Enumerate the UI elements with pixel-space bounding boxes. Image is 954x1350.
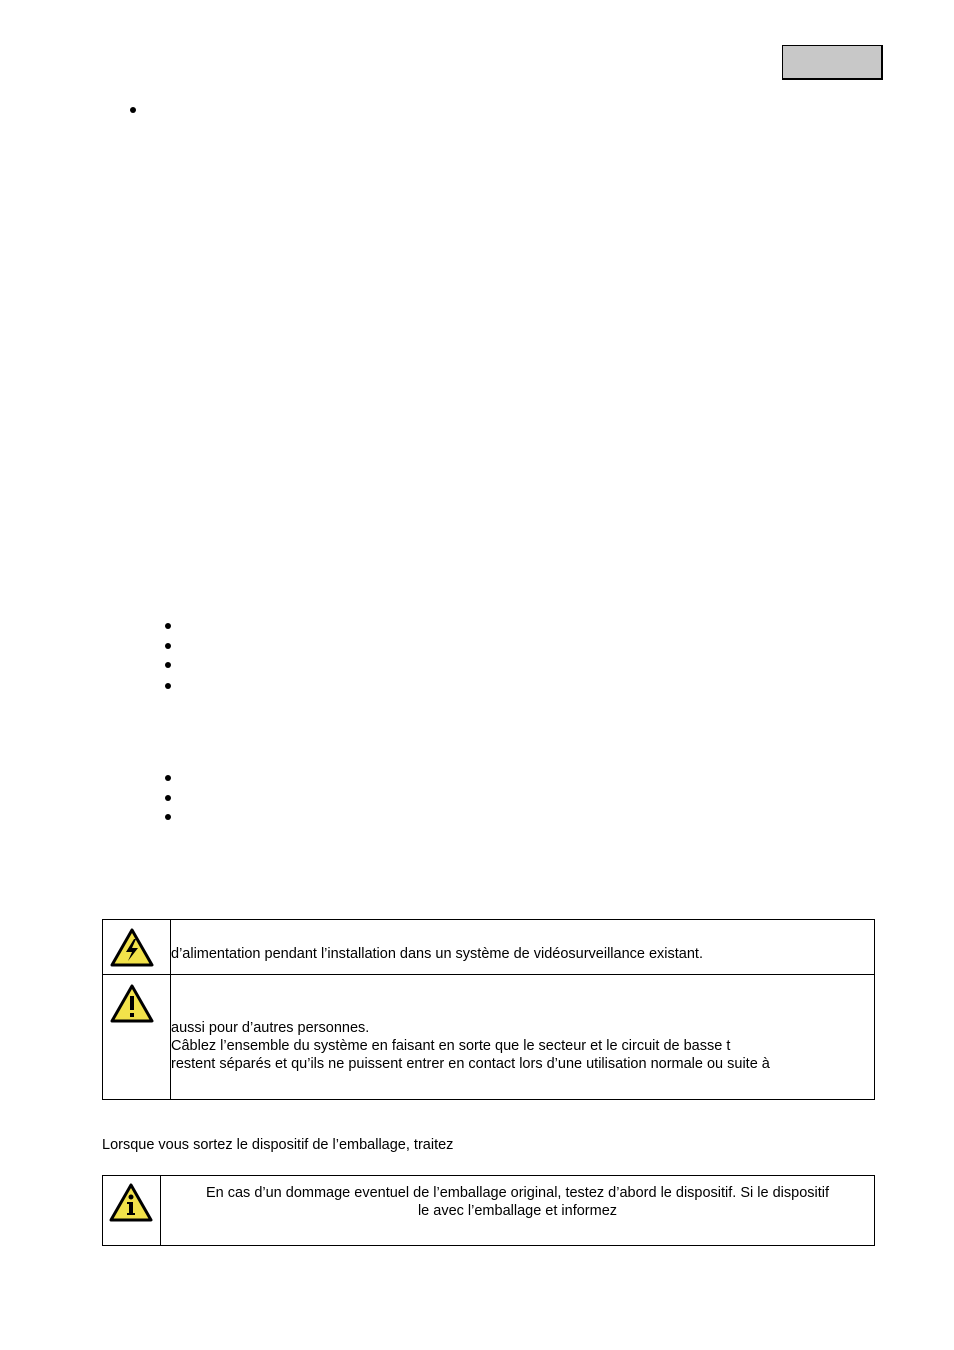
warning-exclamation-icon bbox=[110, 984, 154, 1024]
info-icon-cell bbox=[103, 1176, 161, 1246]
language-badge bbox=[782, 45, 883, 80]
info-table bbox=[102, 1175, 875, 1246]
info-text-line: En cas d’un dommage eventuel de l’emballage original, testez d’abord le dispositif. Si le dispositif bbox=[205, 1185, 830, 1201]
list-bullet bbox=[165, 643, 171, 649]
electric-hazard-icon bbox=[110, 928, 154, 968]
list-bullet bbox=[165, 814, 171, 820]
info-text-line: le avec l’emballage et informez bbox=[417, 1203, 618, 1219]
list-bullet bbox=[165, 662, 171, 668]
warning-text-line: aussi pour d’autres personnes. bbox=[171, 1020, 370, 1036]
warning-text-line: restent séparés et qu’ils ne puissent entrer en contact lors d’une utilisation normale ou suite à bbox=[171, 1056, 770, 1072]
warning-table bbox=[102, 919, 875, 1100]
warning-text-line: Câblez l’ensemble du système en faisant en sorte que le secteur et le circuit de basse t bbox=[171, 1038, 731, 1054]
warning-icon-cell bbox=[103, 920, 171, 975]
warning-text-line: d’alimentation pendant l’installation dans un système de vidéosurveillance existant. bbox=[171, 946, 703, 962]
warning-text-cell bbox=[171, 975, 875, 1100]
list-bullet bbox=[130, 107, 136, 113]
list-bullet bbox=[165, 795, 171, 801]
unpacking-text: Lorsque vous sortez le dispositif de l’emballage, traitez bbox=[102, 1137, 454, 1153]
info-icon bbox=[109, 1183, 153, 1223]
warning-text-cell bbox=[171, 920, 875, 975]
list-bullet bbox=[165, 775, 171, 781]
list-bullet bbox=[165, 683, 171, 689]
list-bullet bbox=[165, 623, 171, 629]
info-text-cell bbox=[161, 1176, 875, 1246]
warning-icon-cell bbox=[103, 975, 171, 1100]
